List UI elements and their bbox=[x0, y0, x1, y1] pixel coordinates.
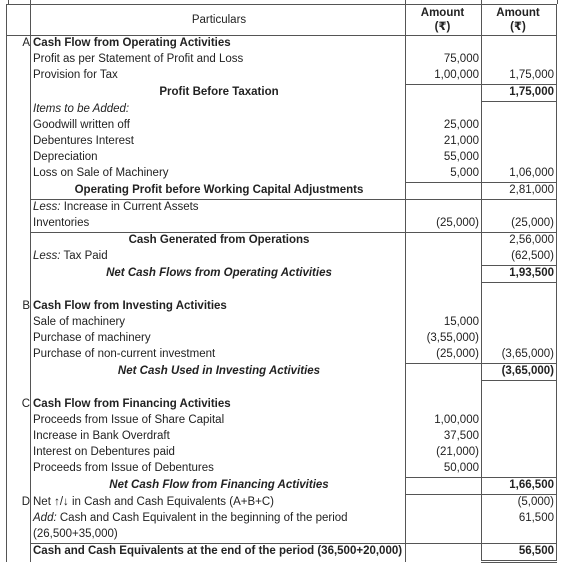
subtotal-row: Operating Profit before Working Capital Adjustments 2,81,000 bbox=[7, 183, 557, 200]
subtotal-row: Cash Generated from Operations 2,56,000 bbox=[7, 233, 557, 250]
spacer-row bbox=[7, 381, 557, 398]
total-row: Net Cash Flows from Operating Activities 1,93,500 bbox=[7, 266, 557, 283]
table-row: Sale of machinery 15,000 bbox=[7, 315, 557, 331]
section-d-row: D Net ↑/↓ in Cash and Cash Equivalents (A+B+C) (5,000) bbox=[7, 495, 557, 512]
particulars-header: Particulars bbox=[31, 5, 406, 36]
table-row: Inventories (25,000) (25,000) bbox=[7, 216, 557, 233]
table-row: Less: Tax Paid (62,500) bbox=[7, 249, 557, 266]
section-mark-a: A bbox=[22, 37, 30, 49]
table-row: Purchase of machinery (3,55,000) bbox=[7, 331, 557, 347]
table-row: Proceeds from Issue of Share Capital 1,00,000 bbox=[7, 413, 557, 429]
table-row: Loss on Sale of Machinery 5,000 1,06,000 bbox=[7, 166, 557, 183]
section-b-title: Cash Flow from Investing Activities bbox=[31, 299, 406, 315]
table-row: Depreciation 55,000 bbox=[7, 150, 557, 166]
cash-flow-table bbox=[6, 4, 557, 563]
table-header bbox=[7, 5, 557, 36]
table-row: Interest on Debentures paid (21,000) bbox=[7, 445, 557, 461]
table-row: Increase in Bank Overdraft 37,500 bbox=[7, 429, 557, 445]
amount-header-2: Amount (₹) bbox=[482, 5, 557, 36]
table-row: Items to be Added: bbox=[7, 102, 557, 119]
total-row: Net Cash Flow from Financing Activities 1,66,500 bbox=[7, 478, 557, 495]
section-a-title: Cash Flow from Operating Activities bbox=[31, 36, 406, 53]
amount-header-1: Amount (₹) bbox=[406, 5, 482, 36]
section-mark-c: C bbox=[21, 398, 30, 410]
spacer-row bbox=[7, 283, 557, 300]
table-row: Purchase of non-current investment (25,000) (3,65,000) bbox=[7, 347, 557, 364]
section-b-title-row bbox=[7, 299, 557, 315]
table-row: Debentures Interest 21,000 bbox=[7, 134, 557, 150]
table-row: Less: Increase in Current Assets bbox=[7, 200, 557, 217]
section-c-title: Cash Flow from Financing Activities bbox=[31, 397, 406, 413]
section-a-title-row bbox=[7, 36, 557, 53]
table-row: Proceeds from Issue of Debentures 50,000 bbox=[7, 461, 557, 478]
subtotal-row: Profit Before Taxation 1,75,000 bbox=[7, 85, 557, 102]
section-mark-b: B bbox=[22, 300, 30, 312]
total-row: Net Cash Used in Investing Activities (3,65,000) bbox=[7, 364, 557, 381]
section-c-title-row bbox=[7, 397, 557, 413]
table-row: Provision for Tax 1,00,000 1,75,000 bbox=[7, 68, 557, 85]
grand-total-row: Cash and Cash Equivalents at the end of the period (36,500+20,000) 56,500 bbox=[7, 544, 557, 562]
table-row: Profit as per Statement of Profit and Loss 75,000 bbox=[7, 52, 557, 68]
net-change-label: Net ↑/↓ in Cash and Cash Equivalents (A+B+C) bbox=[31, 495, 406, 512]
table-row: Goodwill written off 25,000 bbox=[7, 118, 557, 134]
table-row: Add: Cash and Cash Equivalent in the beginning of the period (26,500+35,000) 61,500 bbox=[7, 511, 557, 544]
section-mark-d: D bbox=[21, 495, 30, 508]
divider bbox=[557, 0, 558, 4]
